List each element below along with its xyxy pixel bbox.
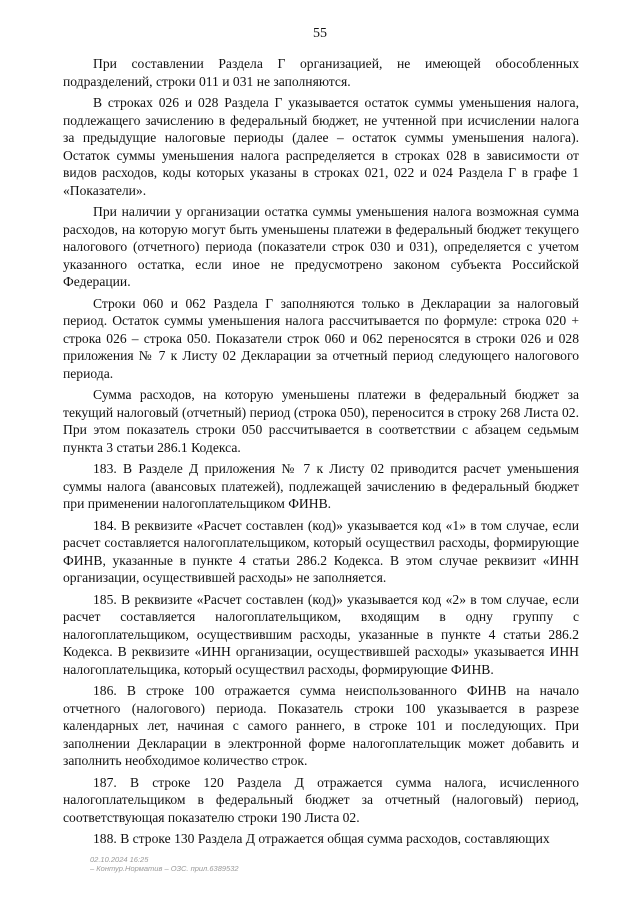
paragraph: Строки 060 и 062 Раздела Г заполняются только в Декларации за налоговый период. Остаток суммы уменьшения налога рассчитывается по формуле: строка 020 + строка 026 – строка 050. Показатели строк 060 и 062 переносятся в строки 026 и 028 приложения № 7 к Листу 02 Декларации за отчетный период следующего налогового периода. <box>63 295 579 381</box>
paragraph: Сумма расходов, на которую уменьшены платежи в федеральный бюджет за текущий налоговый (отчетный) период (строка 050), переносится в строку 268 Листа 02. При этом показатель строки 050 рассчитывается в соответствии с абзацем седьмым пункта 3 статьи 286.1 Кодекса. <box>63 387 579 455</box>
document-body <box>63 55 579 852</box>
paragraph-item-185: 185. В реквизите «Расчет составлен (код)» указывается код «2» в том случае, если расчет составляется налогоплательщиком, входящим в одну группу с налогоплательщиком, осуществившим расходы, указанные в пункте 4 статьи 286.2 Кодекса. В реквизите «ИНН организации, осуществившей расходы» указывается ИНН налогоплательщика, который осуществил расходы, формирующие ФИНВ. <box>63 591 579 677</box>
footer-stamp <box>90 855 239 873</box>
paragraph: При наличии у организации остатка суммы уменьшения налога возможная сумма расходов, на которую могут быть уменьшены платежи в федеральный бюджет текущего налогового (отчетного) периода (показатели строк 030 и 031), определяется с учетом указанного остатка, если иное не предусмотрено законом субъекта Российской Федерации. <box>63 204 579 289</box>
paragraph: При составлении Раздела Г организацией, не имеющей обособленных подразделений, строки 011 и 031 не заполняются. <box>63 56 579 89</box>
page-number: 55 <box>313 26 327 41</box>
footer-date: 02.10.2024 16:25 <box>90 855 149 864</box>
paragraph: В строках 026 и 028 Раздела Г указывается остаток суммы уменьшения налога, подлежащего зачислению в федеральный бюджет, не учтенной при исчислении налога за предыдущие налоговые периоды (далее – остаток суммы уменьшения налога). Остаток суммы уменьшения налога распределяется в строках 028 в зависимости от видов расходов, коды которых указаны в строках 021, 022 и 024 Раздела Г в графе 1 «Показатели». <box>63 95 579 198</box>
paragraph-item-183: 183. В Разделе Д приложения № 7 к Листу 02 приводится расчет уменьшения суммы налога (авансовых платежей), подлежащей зачислению в федеральный бюджет при применении налогоплательщиком ФИНВ. <box>63 461 579 511</box>
footer-source: – Контур.Норматив – ОЗС. прил.6389532 <box>90 864 239 873</box>
paragraph-item-184: 184. В реквизите «Расчет составлен (код)» указывается код «1» в том случае, если расчет составляется налогоплательщиком, который осуществил расходы, формирующие ФИНВ, указанные в пункте 4 статьи 286.2 Кодекса. В этом случае реквизит «ИНН организации, осуществившей расходы» не заполняется. <box>63 517 579 585</box>
paragraph-item-187: 187. В строке 120 Раздела Д отражается сумма налога, исчисленного налогоплательщиком в федеральный бюджет за отчетный (налоговый) период, соответствующая показателю строки 190 Листа 02. <box>63 774 579 825</box>
paragraph-item-186: 186. В строке 100 отражается сумма неиспользованного ФИНВ на начало отчетного (налогового) периода. Показатель строки 100 указывается в разрезе календарных лет, начиная с самого раннего, в строке 101 и последующих. При заполнении Декларации в электронной форме налогоплательщик может добавить и заполнить необходимое количество строк. <box>63 683 579 768</box>
paragraph-item-188: 188. В строке 130 Раздела Д отражается общая сумма расходов, составляющих <box>93 831 550 846</box>
